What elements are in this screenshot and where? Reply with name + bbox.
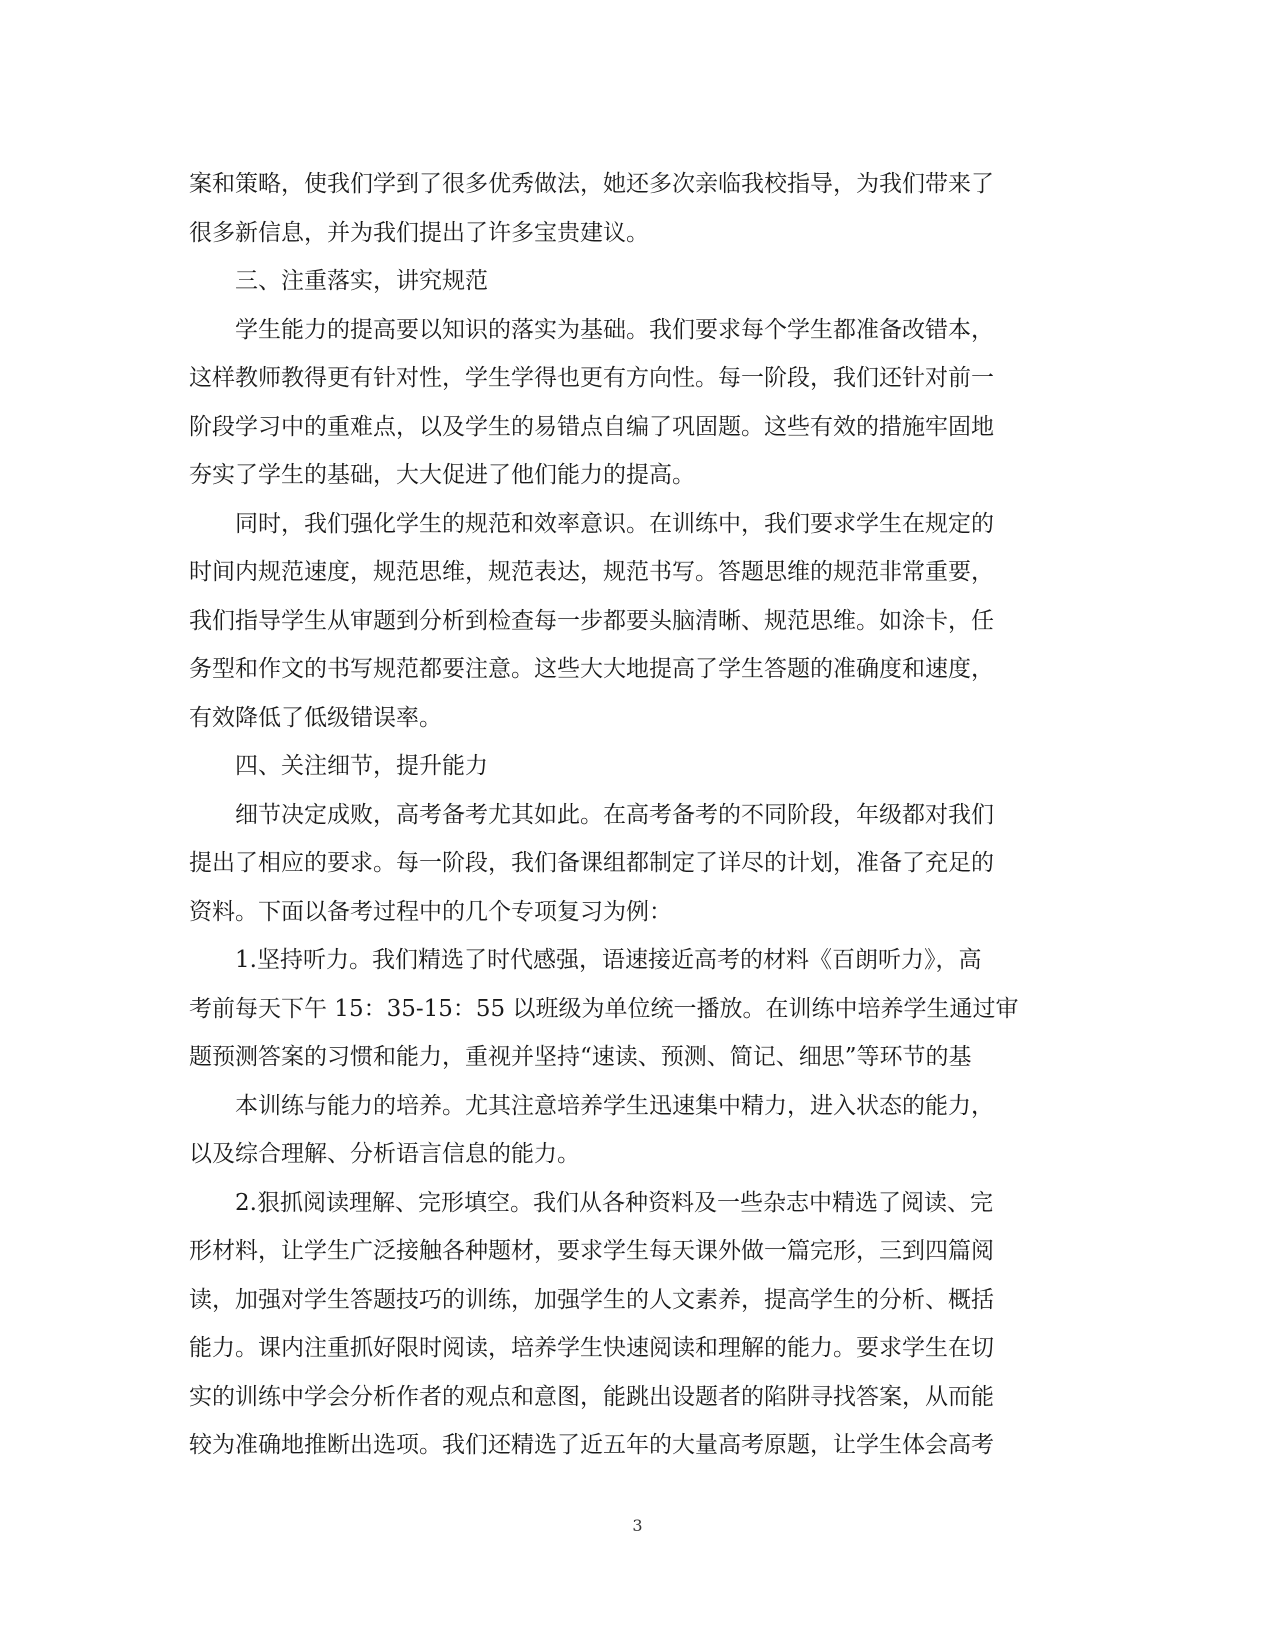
page-number: 3	[632, 1516, 643, 1535]
text-line: 1.坚持听力。我们精选了时代感强，语速接近高考的材料《百朗听力》，高	[235, 947, 982, 973]
text-line: 四、关注细节，提升能力	[235, 753, 488, 779]
text-line: 提出了相应的要求。每一阶段，我们备课组都制定了详尽的计划，准备了充足的	[189, 850, 994, 876]
text-line: 较为准确地推断出选项。我们还精选了近五年的大量高考原题，让学生体会高考	[189, 1432, 994, 1458]
text-line: 以及综合理解、分析语言信息的能力。	[189, 1141, 580, 1167]
text-line: 读，加强对学生答题技巧的训练，加强学生的人文素养，提高学生的分析、概括	[189, 1286, 994, 1313]
text-line: 我们指导学生从审题到分析到检查每一步都要头脑清晰、规范思维。如涂卡，任	[189, 607, 994, 634]
text-line: 这样教师教得更有针对性，学生学得也更有方向性。每一阶段，我们还针对前一	[189, 365, 994, 391]
text-line: 题预测答案的习惯和能力，重视并坚持“速读、预测、简记、细思”等环节的基	[189, 1044, 972, 1070]
text-line: 同时，我们强化学生的规范和效率意识。在训练中，我们要求学生在规定的	[235, 510, 994, 537]
document-body	[189, 160, 1059, 1470]
text-line: 很多新信息，并为我们提出了许多宝贵建议。	[189, 219, 649, 246]
text-line: 阶段学习中的重难点，以及学生的易错点自编了巩固题。这些有效的措施牢固地	[189, 413, 994, 440]
text-line: 本训练与能力的培养。尤其注意培养学生迅速集中精力，进入状态的能力，	[235, 1092, 994, 1119]
text-line: 实的训练中学会分析作者的观点和意图，能跳出设题者的陷阱寻找答案，从而能	[189, 1383, 994, 1410]
text-line: 学生能力的提高要以知识的落实为基础。我们要求每个学生都准备改错本，	[235, 316, 994, 343]
text-line: 案和策略，使我们学到了很多优秀做法，她还多次亲临我校指导，为我们带来了	[189, 171, 994, 197]
text-line: 时间内规范速度，规范思维，规范表达，规范书写。答题思维的规范非常重要，	[189, 559, 994, 585]
text-line: 务型和作文的书写规范都要注意。这些大大地提高了学生答题的准确度和速度，	[189, 656, 994, 682]
text-line: 三、注重落实，讲究规范	[235, 268, 488, 294]
text-line: 夯实了学生的基础，大大促进了他们能力的提高。	[189, 462, 695, 488]
text-line: 2.狠抓阅读理解、完形填空。我们从各种资料及一些杂志中精选了阅读、完	[235, 1189, 993, 1216]
text-line: 资料。下面以备考过程中的几个专项复习为例：	[189, 898, 672, 925]
text-line: 形材料，让学生广泛接触各种题材，要求学生每天课外做一篇完形，三到四篇阅	[189, 1238, 994, 1264]
text-line: 细节决定成败，高考备考尤其如此。在高考备考的不同阶段，年级都对我们	[235, 801, 994, 828]
text-line: 能力。课内注重抓好限时阅读，培养学生快速阅读和理解的能力。要求学生在切	[189, 1335, 994, 1361]
text-line: 考前每天下午 15：35-15：55 以班级为单位统一播放。在训练中培养学生通过审	[189, 995, 1019, 1022]
text-line: 有效降低了低级错误率。	[189, 704, 442, 731]
